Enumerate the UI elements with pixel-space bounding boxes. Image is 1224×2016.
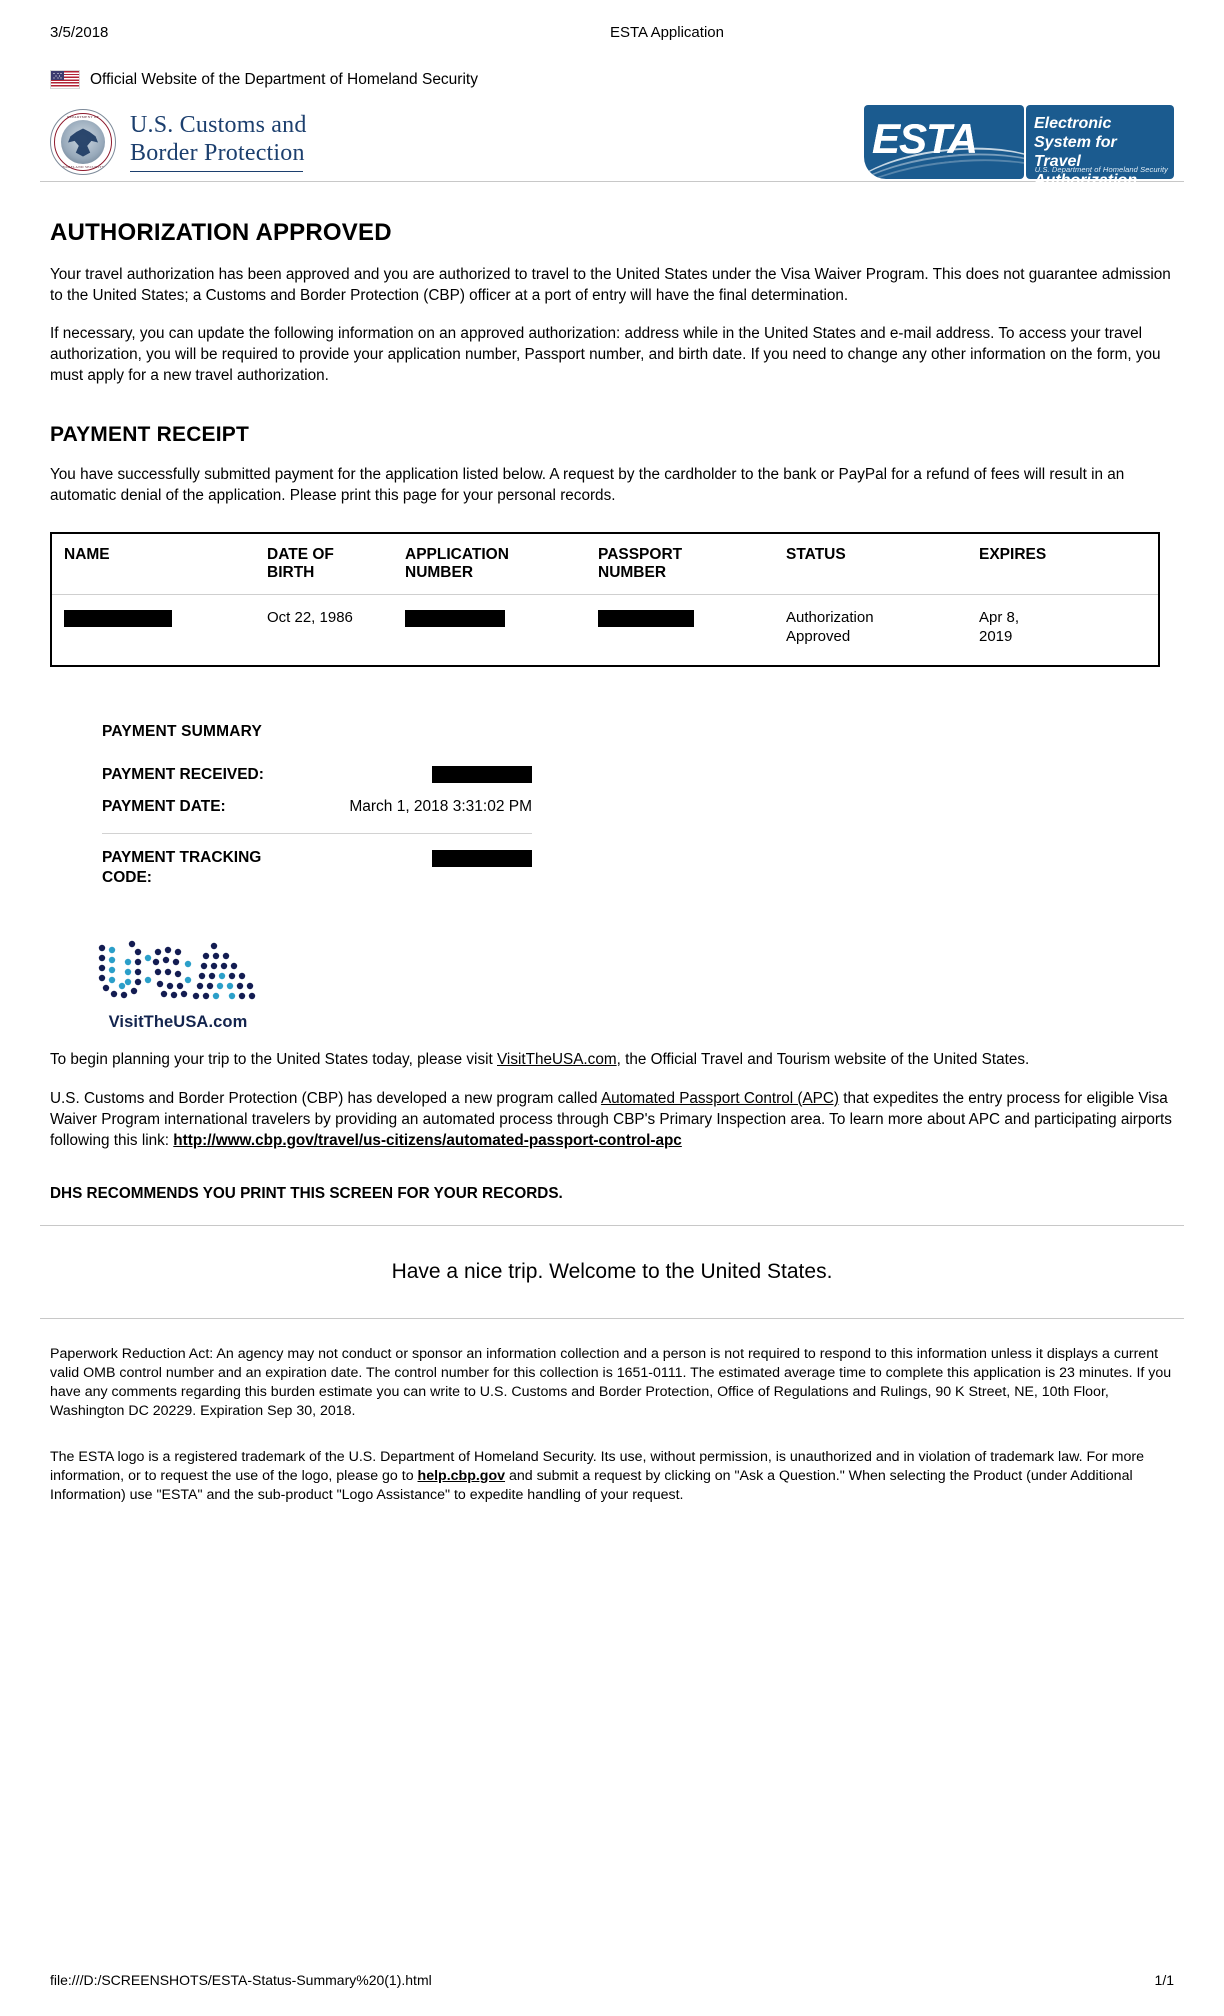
visit-the-usa-dots-logo <box>92 936 264 1010</box>
print-footer-page-number: 1/1 <box>1154 1972 1174 1988</box>
payment-receipt-paragraph: You have successfully submitted payment for the application listed below. A request by the cardholder to the bank or PayPal for a refund of fees will result in an automatic denial of the application. Please print this page for your personal records. <box>50 465 1125 504</box>
print-footer-url: file:///D:/SCREENSHOTS/ESTA-Status-Summary%20(1).html <box>50 1972 432 1988</box>
payment-date-value: March 1, 2018 3:31:02 PM <box>349 797 532 815</box>
column-header-date-of-birth: DATE OF BIRTH <box>255 534 393 595</box>
redacted-passport-number <box>598 610 694 627</box>
welcome-message: Have a nice trip. Welcome to the United States. <box>391 1259 833 1283</box>
visit-the-usa-caption: VisitTheUSA.com <box>108 1013 248 1032</box>
cbp-wordmark-line2: Border Protection <box>130 139 305 166</box>
visit-the-usa-logo[interactable] <box>92 936 270 1032</box>
redacted-payment-amount <box>432 766 532 783</box>
cell-expires: Apr 8, 2019 <box>979 609 1020 646</box>
seal-top-text: DEPARTMENT OF <box>67 115 99 119</box>
section-title-payment-receipt: PAYMENT RECEIPT <box>50 422 250 446</box>
help-cbp-gov-link[interactable]: help.cbp.gov <box>417 1467 506 1484</box>
column-header-expires: EXPIRES <box>967 534 1158 595</box>
promo-p1-post: , the Official Travel and Tourism website of the United States. <box>616 1051 1030 1069</box>
esta-tagline <box>1026 105 1174 189</box>
apc-program-link[interactable]: Automated Passport Control (APC) <box>600 1089 840 1107</box>
dhs-print-recommendation: DHS RECOMMENDS YOU PRINT THIS SCREEN FOR YOUR RECORDS. <box>50 1184 563 1202</box>
table-row <box>52 595 1158 665</box>
seal-bottom-text: HOMELAND SECURITY <box>61 165 105 169</box>
column-header-name: NAME <box>52 534 255 595</box>
us-flag-icon <box>50 70 80 89</box>
print-date: 3/5/2018 <box>50 24 109 41</box>
welcome-band <box>40 1225 1184 1319</box>
cbp-logo <box>50 109 307 175</box>
column-header-passport-number: PASSPORT NUMBER <box>586 534 774 595</box>
cbp-wordmark-line1: U.S. Customs and <box>130 111 307 138</box>
header-divider <box>40 181 1184 182</box>
payment-received-value <box>317 765 532 785</box>
paperwork-reduction-act-notice: Paperwork Reduction Act: An agency may not conduct or sponsor an information collection and a person is not required to respond to this information unless it displays a current valid OMB control number and an expiration date. The control number for this collection is 1651-0111. The estimated average time to complete this application is 23 minutes. If you have any comments regarding this burden estimate you can write to U.S. Customs and Border Protection, Office of Regulations and Rulings, 90 K Street, NE, 10th Floor, Washington DC 20229. Expiration Sep 30, 2018. <box>50 1345 1172 1420</box>
cell-name <box>52 595 255 665</box>
trademark-post: and submit a request by clicking on "Ask a Question." When selecting the Product (under Additional Information) use "ESTA" and the sub-product "Logo Assistance" to expedite handling of your request. <box>50 1467 1133 1503</box>
dhs-official-banner <box>40 70 1184 89</box>
promo-p1-pre: To begin planning your trip to the United States today, please visit <box>50 1051 497 1069</box>
dhs-seal-icon <box>50 109 116 175</box>
print-header <box>40 0 1184 48</box>
promo-p2-pre: U.S. Customs and Border Protection (CBP) has developed a new program called <box>50 1089 601 1107</box>
esta-wordmark: ESTA <box>872 115 977 162</box>
promo-paragraph-2 <box>50 1088 1174 1151</box>
cell-date-of-birth: Oct 22, 1986 <box>267 609 353 627</box>
authorization-paragraph-2: If necessary, you can update the following information on an approved authorization: address while in the United States and e-mail address. To access your travel authorization, you will be required to provide your application number, Passport number, and birth date. If you need to change any other information on the form, you must apply for a new travel authorization. <box>50 325 1161 385</box>
payment-date-row <box>102 791 532 823</box>
payment-tracking-code-row <box>102 833 532 894</box>
visit-the-usa-link[interactable]: VisitTheUSA.com <box>497 1051 617 1069</box>
authorization-paragraph-1: Your travel authorization has been approved and you are authorized to travel to the United States under the Visa Waiver Program. This does not guarantee admission to the United States; a Customs and Border Protection (CBP) officer at a port of entry will have the final determination. <box>50 266 1171 305</box>
payment-tracking-code-label: PAYMENT TRACKING CODE: <box>102 849 262 887</box>
receipt-table <box>50 532 1160 667</box>
trademark-pre: The ESTA logo is a registered trademark of the U.S. Department of Homeland Security. Its use, without permission, is unauthorized and in violation of trademark law. For more information, or to request the use of the logo, please go to <box>50 1448 1144 1484</box>
column-header-application-number: APPLICATION NUMBER <box>393 534 586 595</box>
esta-department-line: U.S. Department of Homeland Security <box>1034 165 1168 175</box>
redacted-name <box>64 610 172 627</box>
table-header-row <box>52 534 1158 595</box>
esta-tagline-line1: Electronic System for <box>1034 115 1117 151</box>
cell-application-number <box>393 595 586 665</box>
payment-summary-title: PAYMENT SUMMARY <box>102 722 263 740</box>
promo-p2-mid: that expedites the entry process for eligible Visa Waiver Program international travelers by providing an automated process through CBP's Primary Inspection area. To learn more about APC and participating airports following this link: <box>50 1089 1172 1149</box>
page-title-authorization: AUTHORIZATION APPROVED <box>50 219 392 246</box>
branding-row <box>40 103 1184 189</box>
cell-passport-number <box>586 595 774 665</box>
payment-summary <box>102 723 532 895</box>
payment-tracking-code-value <box>317 848 532 868</box>
payment-date-label: PAYMENT DATE: <box>102 797 226 815</box>
apc-url-link[interactable]: http://www.cbp.gov/travel/us-citizens/automated-passport-control-apc <box>173 1131 682 1149</box>
esta-logo-mark <box>864 105 1024 179</box>
redacted-tracking-code <box>432 850 532 867</box>
cell-status: Authorization Approved <box>786 609 874 646</box>
print-document-title: ESTA Application <box>610 24 724 41</box>
trademark-notice <box>50 1448 1174 1506</box>
promo-paragraph-1 <box>50 1049 1174 1070</box>
print-footer <box>40 1972 1184 1988</box>
cbp-wordmark <box>130 112 307 172</box>
esta-tagline-line2: Travel Authorization <box>1034 152 1138 189</box>
esta-logo <box>864 105 1174 189</box>
payment-received-row <box>102 759 532 791</box>
redacted-application-number <box>405 610 505 627</box>
payment-received-label: PAYMENT RECEIVED: <box>102 765 264 783</box>
dhs-banner-label: Official Website of the Department of Homeland Security <box>90 70 478 88</box>
column-header-status: STATUS <box>774 534 967 595</box>
